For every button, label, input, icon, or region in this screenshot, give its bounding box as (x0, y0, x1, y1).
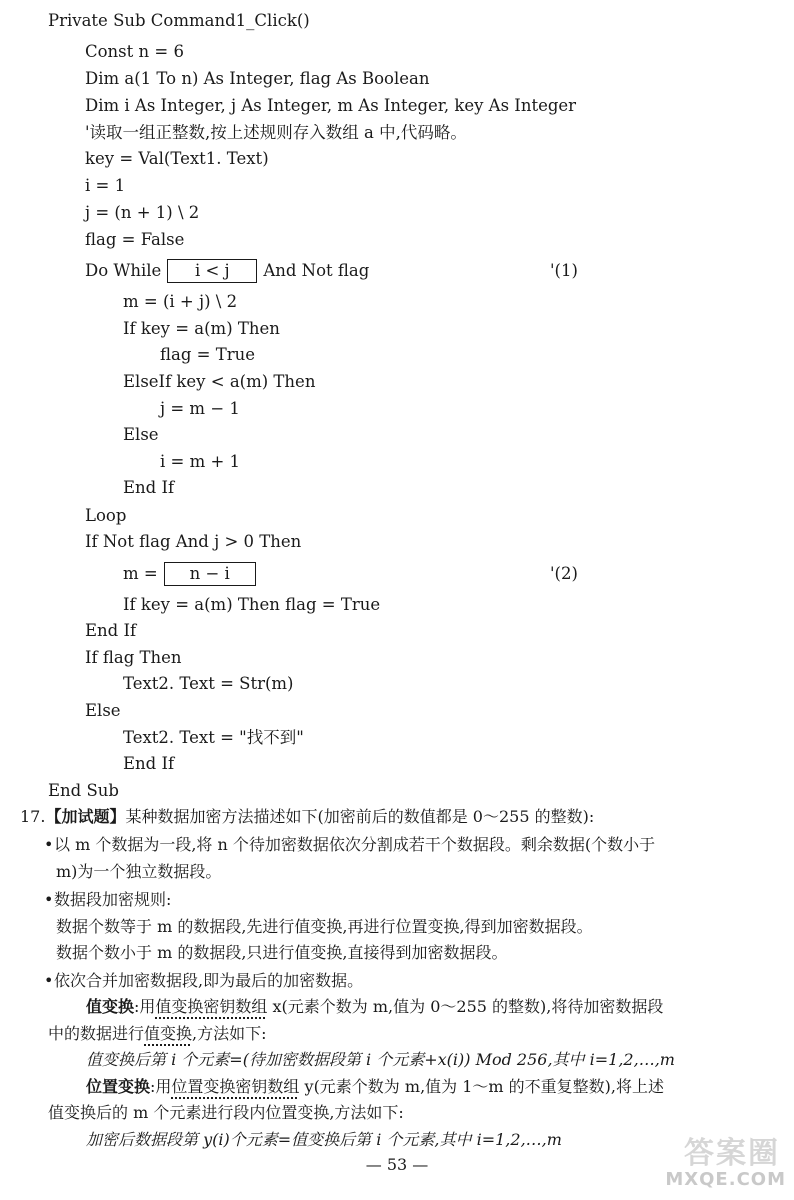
code-line: If key = a(m) Then flag = True (123, 595, 381, 614)
code-line: If key = a(m) Then (123, 319, 280, 338)
bullet-1-continuation: m)为一个独立数据段。 (56, 862, 222, 881)
code-line: i = m + 1 (160, 452, 241, 471)
code-line-do-while (85, 258, 794, 284)
code-line: If Not flag And j > 0 Then (85, 532, 302, 551)
value-key-array-term: 值变换密钥数组 (155, 997, 268, 1016)
bullet-icon: • (44, 835, 54, 854)
question-tag: 【加试题】 (45, 807, 126, 826)
code-line: m = (i + j) \ 2 (123, 292, 238, 311)
code-line: End If (123, 754, 175, 773)
position-transform-title: 位置变换 (86, 1077, 151, 1096)
bullet-3-text: 依次合并加密数据段,即为最后的加密数据。 (54, 971, 364, 990)
position-formula: 加密后数据段第 y(i)个元素=值变换后第 i 个元素,其中 i=1,2,…,m (86, 1130, 562, 1149)
code-line: End If (123, 478, 175, 497)
bullet-2-text: 数据段加密规则: (54, 890, 172, 909)
bullet-1-text: 以 m 个数据为一段,将 n 个待加密数据依次分割成若干个数据段。剩余数据(个数小于 (54, 835, 656, 854)
question-heading (20, 804, 594, 830)
bullet-item-3 (44, 968, 363, 994)
do-while-suffix: And Not flag (263, 261, 370, 280)
bullet-icon: • (44, 890, 54, 909)
code-line: ElseIf key < a(m) Then (123, 372, 316, 391)
assign-m-prefix: m = (123, 564, 158, 583)
position-transform-line-2: 值变换后的 m 个元素进行段内位置变换,方法如下: (48, 1103, 404, 1122)
code-line: Text2. Text = "找不到" (123, 728, 304, 747)
value-text: x(元素个数为 m,值为 0～255 的整数),将待加密数据段 (267, 997, 664, 1016)
question-number: 17. (20, 807, 46, 826)
question-intro: 某种数据加密方法描述如下(加密前后的数值都是 0～255 的整数): (125, 807, 595, 826)
code-line: End If (85, 621, 137, 640)
code-line: Else (85, 701, 121, 720)
code-line-assign-m (123, 561, 794, 587)
code-line: Loop (85, 506, 127, 525)
bullet-icon: • (44, 971, 54, 990)
position-text: :用 (150, 1077, 172, 1096)
bullet-item-2 (44, 887, 171, 913)
rule-line-2: 数据个数小于 m 的数据段,只进行值变换,直接得到加密数据段。 (56, 943, 508, 962)
rule-line-1: 数据个数等于 m 的数据段,先进行值变换,再进行位置变换,得到加密数据段。 (56, 917, 593, 936)
bullet-item-1 (44, 832, 655, 858)
watermark-top-text: 答案圈 (684, 1136, 780, 1171)
code-line: flag = False (85, 230, 185, 249)
value-text: ,方法如下: (192, 1024, 267, 1043)
blank-2-marker: '(2) (550, 564, 578, 583)
answer-box-2: n − i (164, 562, 256, 586)
code-line: Text2. Text = Str(m) (123, 674, 294, 693)
page-number: — 53 — (365, 1155, 429, 1174)
position-transform-line-1 (86, 1074, 664, 1100)
code-line: i = 1 (85, 176, 126, 195)
code-line: Dim a(1 To n) As Integer, flag As Boolean (85, 69, 430, 88)
value-text: :用 (134, 997, 156, 1016)
blank-1-marker: '(1) (550, 261, 578, 280)
answer-box-1: i < j (167, 259, 257, 283)
code-line: Dim i As Integer, j As Integer, m As Integer, key As Integer (85, 96, 577, 115)
watermark-logo (646, 1128, 786, 1190)
code-line: j = m − 1 (160, 399, 240, 418)
value-transform-line-1 (86, 994, 663, 1020)
do-while-keyword: Do While (85, 261, 162, 280)
value-text: 中的数据进行 (48, 1024, 145, 1043)
code-line: Const n = 6 (85, 42, 184, 61)
code-line: If flag Then (85, 648, 182, 667)
value-formula: 值变换后第 i 个元素=(待加密数据段第 i 个元素+x(i)) Mod 256,其中 i=1,2,…,m (86, 1050, 675, 1069)
code-line: Else (123, 425, 159, 444)
code-line: j = (n + 1) \ 2 (85, 203, 200, 222)
code-line: key = Val(Text1. Text) (85, 149, 269, 168)
value-transform-term: 值变换 (144, 1024, 193, 1043)
code-line: Private Sub Command1_Click() (48, 11, 310, 30)
value-transform-title: 值变换 (86, 997, 135, 1016)
value-transform-line-2 (48, 1021, 267, 1047)
position-key-array-term: 位置变换密钥数组 (171, 1077, 300, 1096)
code-comment-line: '读取一组正整数,按上述规则存入数组 a 中,代码略。 (85, 123, 467, 142)
position-text: y(元素个数为 m,值为 1～m 的不重复整数),将上述 (299, 1077, 665, 1096)
watermark-bottom-text: MXQE.COM (665, 1169, 786, 1190)
code-line: flag = True (160, 345, 256, 364)
code-line: End Sub (48, 781, 119, 800)
